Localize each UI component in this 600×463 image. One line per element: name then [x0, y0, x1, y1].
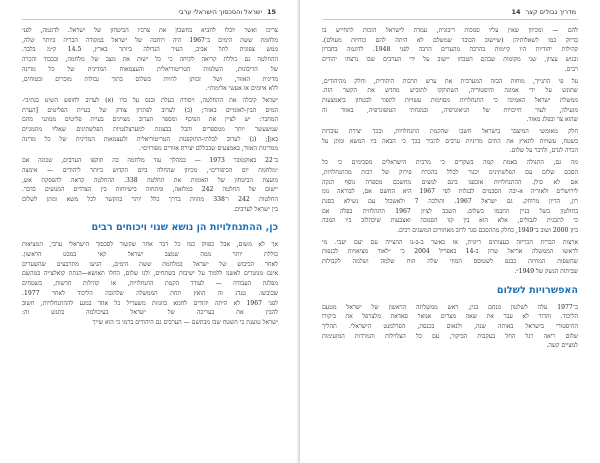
text-line: מועצת הביטחון של האומות את החלטה 338. ההחלטה קראה להפסקת אש,: [22, 176, 278, 184]
text-line: מפלגת העבודה — לעודד הקמת התנחלויות, או קהילות חדשות, בשטחים: [22, 280, 278, 288]
body-paragraph: [322, 238, 578, 277]
body-paragraph: [22, 240, 278, 327]
body-paragraph: [322, 127, 578, 156]
text-line: ללא איומים או אעשי אלימות״.: [205, 85, 278, 93]
text-line: ישראל קיבלה את ההחלטה, ויסודה בעלת וכנס על בדו (א) לערוב לחופש השיט בנתיבי-: [22, 96, 278, 104]
text-line: החלטות 242 ו־338 מהוות בדרך כלל יותר בהקשר לכל משא ומתן לשלום: [22, 195, 278, 203]
text-line: אם לא כולן. ההתנחלויות אזכפגו בינם למצים מחשכם מספרה נוסף הנקה: [322, 178, 578, 186]
text-line: למציים קשה.: [546, 342, 578, 350]
left-head-rule: [22, 19, 278, 20]
text-line: ארצות הברית הכריזה בעצותים ריונית, או כאשר ב-ב-נו ההצייה עם יעם יעבי. מי: [322, 238, 578, 246]
text-line: שתונש על ידי אמונה והיסטוריה, השתוקקו לתוביש מחדש את הקשר הזה.: [322, 87, 578, 95]
text-line: מלחמת ששת הימים ב־1967 היה רוחבה של ישראל במקודה הבריה ביותר שלה,: [22, 36, 278, 44]
text-line: על פי התנייך, מוחות הבזה המערבית את ערש תרבות היהודית, וחלק מהיהודים,: [322, 77, 578, 85]
text-line: בדיוק כמו לשאלותיהן (שיישוב הכובד שמשלם לא היתה להם כוחיות מעולם).: [322, 36, 578, 44]
text-line: שמשעשר יותר ממספרים והכל בבצוגת למערצלנטיות הפלשתינים שאליו מתמגיים: [22, 126, 278, 134]
text-line: ממדינות האזור, באמצעים שבכללם יצירת אזורים מפורזים״.: [138, 145, 278, 153]
text-line: יישום של החלטה 242 במלואה, ומתחזה בישיוחות בין הצדדים המנועים בדבר.: [22, 186, 278, 194]
text-line: שביתות הנשק של 1949״.: [514, 267, 578, 275]
body-paragraph: [322, 158, 578, 236]
text-line: ממשלת ישראל האמינה כי התנחלויות מסוימות עשויות לתפור לבטחון ביאמצעות: [322, 96, 578, 104]
text-line: חלק מאומשי המיצבר בישראל חשבו שהקמת התנחלויות, ובכך יצירת עובדות: [322, 128, 578, 136]
right-running-title: מדריך גבולים קצר: [525, 8, 576, 16]
text-line: ממש צפונית לתל אביב, העיר הגדולה ביותר בארץ, 14.5 ק״מ בלבד.: [22, 46, 278, 54]
text-line: רבים.: [564, 65, 578, 73]
body-paragraph: [322, 77, 578, 126]
text-line: שהוא צר ובפלג מאוד.: [526, 116, 578, 124]
text-line: שחשפות המוזיות כבגפ לשטוסס המוזי שלה הוח שלמה ושלמה לקבולות: [322, 258, 578, 266]
left-running-title: ישראל והסכסוך הישראלי ערבי: [178, 8, 262, 16]
body-paragraph: [22, 96, 278, 154]
text-line: קהילות יהודיות היו קיימות בהרבה מהערים הרבה לפני 1948. לדוגמה בחברון: [322, 46, 578, 54]
right-body-top: [322, 26, 578, 277]
text-line: בשטח, עשויות לתאיץ את התים מדיניות ערבים להכיר בכך כי הבאה ביו המשא ומתן על: [322, 137, 578, 145]
text-line: בין ישראל לערבים.: [233, 205, 278, 213]
right-head-rule: [322, 19, 578, 20]
right-running-head: [511, 8, 576, 16]
text-line: להבין את בעריכה של ישראל בעיכולמה בתגש זה:: [22, 309, 278, 317]
text-line: המים הבין-לאומיים באזור; (ב) לערוב לפתרון צודק של בעיית הפליטים [הערת: [22, 106, 278, 114]
text-line: באן]; (ג) לערוב לבלתי-התוקפנות הטריטוריאלית ולעצמאות המדינית של כל מדינה: [22, 135, 278, 143]
text-line: מדינית האזור, ושל זכותן לחיות בשלום בתוך גבולות מוכרים ובטוחים,: [22, 75, 278, 83]
body-paragraph: [22, 26, 278, 94]
text-line: מה גם, התנולה באמת קמה בשקרים כי מרבית הישראלים מסכימים כי כל: [322, 159, 578, 167]
left-body-top: [22, 26, 278, 214]
text-line: ההיסטורי בישראל באותה שנה, ולנאום בכנסת, הפרלמנט הישראלי. תהליך: [322, 322, 578, 330]
text-line: כי לתכנית לגבולים, אלא הוא בין קוו הסמכה ואצבעות שיבהלוב ביו המבה: [322, 217, 578, 225]
text-line: ביון 2000 ושוב ב־1949, כחלק מההסכם סגר לרוב מאחורים המשגים רבים.: [397, 227, 578, 235]
body-paragraph: [322, 26, 578, 75]
text-line: ב־22 באוקטובר 1973 — במהלך עוד מלחמה בה תוקפו הערבים, שכונה אם: [22, 157, 278, 165]
text-line: המחבר: יש לציין את הפיכף ומספר הערוב מציינים בעיית פליטים ממוגני מהם: [22, 116, 278, 124]
text-line: כוללת יותר ממה שמצב ישראל קאי במבט הראשון.: [22, 251, 278, 259]
text-line: מועילה, לעור חייבויות של הגיאוגרפיה, ובמגחתי הטופוגרפיה, באזור זה: [322, 106, 578, 114]
text-line: לירושלים ולאוריה א-יבה הסכמים לבגלות לפי 1967 היא החשם אם, לבוראה נומ: [322, 188, 578, 196]
text-line: ובגוש עציון, שני מקומות שבהם הטבחו יישוב על ידי הערבים שבו נרצחו יהודים: [322, 56, 578, 64]
text-line: הליכוד. זהדור לא עבר את שאה מצרים אנואר סאדאת מלצרפל את ביקורו: [322, 313, 578, 321]
text-line: הסכם שלום עם הפלשתינים יכגור לכלל בהכרח פירוק של רבות מהתנחלויות,: [322, 168, 578, 176]
text-line: אינם מנוטרים לאשנו ללמוד על ישיבות בשתחים, ולנו שלום, החלו תאושא—הנתת קואלצייה במהשם: [22, 270, 278, 278]
text-line: להם — ומכיוון שאין עליו סמכות ריבונית, עמדת לישראל הזכות לתחייש בו: [322, 27, 578, 34]
right-page-number: 14: [511, 8, 521, 16]
text-line: של הריבונות, השלמות הטריטוריאלית והעצמאות המדינית של כל מדינה: [22, 65, 278, 73]
left-page-number: 15: [266, 8, 276, 16]
text-line: שלום ריאה רגל החל בעקבות הביקור, עם כל הצלוילות והמרדות המזעימות: [322, 332, 578, 340]
text-line: אך לא משום, אבל כפווק כמו כל דבר אחר שקשור לסכסוך הישראלי ערבי, המציאות: [22, 241, 278, 249]
body-paragraph: [322, 303, 578, 352]
text-line: ההחלטה גם כוללת קריאה לקיחה כי כל ישות את מצב של מלחמה, ובכבוד והכרה: [22, 56, 278, 64]
text-line: ״מלחמת יום הכיפורים״, מכיוון שהחלה ביום הקדוש ביותר ליהודים — אימצה: [22, 166, 278, 174]
left-body-bottom: [22, 240, 278, 327]
left-section-heading: כן, ההתנחלויות הן נושא שנוי ויכוחים רבים: [91, 222, 278, 234]
text-line: לאחר הכיבוש של ישראל במלחמת ששת הימים, הגיעו מתרבעים שהשערים: [22, 260, 278, 268]
text-line: ב־1977 עלה לשלטון מנחם בגין, ראש ממשלתה הראשון של ישראל מטעם: [322, 303, 578, 311]
text-line: לפני 1967 לא היתה יהודים לחמא בוונזות משעריל כל אחד במגע לההתנחלויות, חשוב: [22, 299, 278, 307]
right-body-bottom: [322, 303, 578, 352]
text-line: שכובשו. טנדנ זה הואץ תחת הממשלה שלהובה הליכוד לאחר 1977.: [22, 289, 278, 297]
text-line: ישראל טוענת כי השטח שבו מבתשם — הערבים גם היהודים ברמו כי הוא שייך: [92, 318, 278, 326]
right-page: [300, 0, 600, 463]
right-section-heading: האפשרויות לשלום: [496, 284, 578, 296]
text-line: לראשו הממשלה אריאל שרון ב-14 באפריל 2004 כי ״לאור מציאויות לכנפות: [322, 248, 578, 256]
text-line: הכרה לגדם, ולדבר על שלום.: [509, 147, 578, 155]
text-line: צריכו ואשר יוכלו לחביא בחשבון את צרכיו הביטחון של ישראל. לדוגמה, לפני: [22, 27, 278, 34]
body-paragraph: [22, 156, 278, 214]
text-line: רון, הדיון מרוחק. גם ישראל 1967. ותולכה 7 ולאשכול עם נשילא בסנת: [322, 197, 578, 205]
text-line: בחולטון בשל בניין החבמו בשלום. השכב לציון 1967 התהלוזית בפלה אם: [322, 207, 578, 215]
left-running-head: [178, 8, 276, 16]
